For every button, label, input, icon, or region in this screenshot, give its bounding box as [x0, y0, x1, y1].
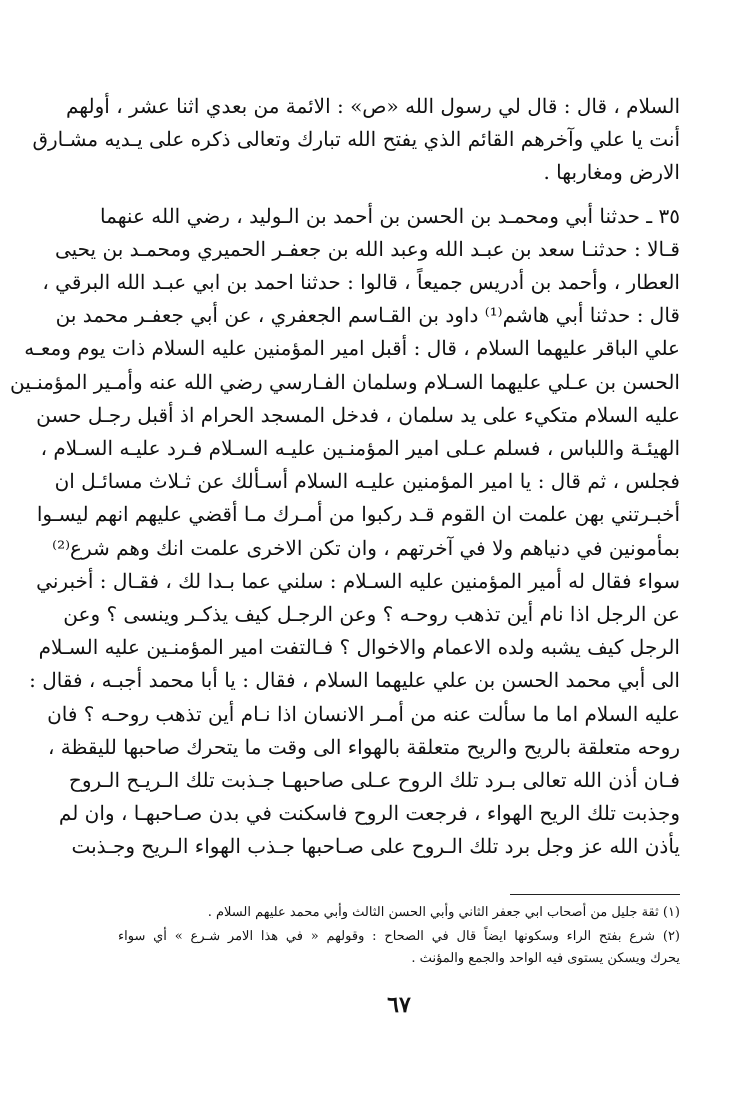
body-line-10: عليه السلام متكيء على يد سلمان ، فدخل المسجد الحرام اذ أقبل رجـل حسن — [36, 402, 680, 427]
footnote-2: (٢) شرع بفتح الراء وسكونها ايضاً قال في الصحاح : وقولهم « في هذا الامر شـرع » أي سواء — [118, 929, 680, 944]
body-line-13: أخبـرتني بهن علمت ان القوم قـد ركبوا من أمـرك مـا أقضي عليهم انهم ليسـوا — [36, 502, 680, 527]
body-line-6: العطار ، وأحمد بن أدريس جميعاً ، قالوا : حدثنا احمد بن ابي عبـد الله البرقي ، — [42, 270, 680, 294]
body-line-22: وجذبت تلك الريح الهواء ، فرجعت الروح فاسكنت في بدن صـاحبهـا ، وان لم — [58, 801, 680, 826]
footnote-divider — [510, 894, 680, 895]
body-line-1: السلام ، قال : قال لي رسول الله «ص» : الائمة من بعدي اثنا عشر ، أولهم — [66, 94, 680, 118]
body-line-12: فجلس ، ثم قال : يا امير المؤمنين عليـه السلام أسـألك عن ثـلاث مسائـل ان — [54, 469, 680, 494]
body-line-5: قـالا : حدثنـا سعد بن عبـد الله وعبد الله بن جعفـر الحميري ومحمـد بن يحيى — [54, 236, 680, 261]
body-line-19: عليه السلام اما ما سألت عنه من أمـر الانسان اذا نـام أين تذهب روحـه ؟ فان — [47, 701, 680, 726]
book-page — [9, 90, 680, 1080]
body-line-18: الى أبي محمد الحسن بن علي عليهما السلام ، فقال : يا أبا محمد أجبـه ، فقال : — [29, 668, 680, 693]
footnote-1: (١) ثقة جليل من أصحاب ابي جعفر الثاني وأبي الحسن الثالث وأبي محمد عليهم السلام . — [207, 905, 680, 920]
body-line-14: بمأمونين في دنياهم ولا في آخرتهم ، وان تكن الاخرى علمت انك وهم شرع⁽²⁾ — [52, 535, 680, 560]
body-line-7: قال : حدثنا أبي هاشم⁽¹⁾ داود بن القـاسم الجعفري ، عن أبي جعفـر محمد بن — [55, 303, 680, 328]
body-line-9: الحسن بن عـلي عليهما السـلام وسلمان الفـارسي رضي الله عنه وأمـير المؤمنـين — [9, 369, 680, 394]
body-line-15: سواء فقال له أمير المؤمنين عليه السـلام : سلني عما بـدا لك ، فقـال : أخبرني — [36, 568, 680, 593]
body-line-8: علي الباقر عليهما السلام ، قال : أقبل امير المؤمنين عليه السلام ذات يوم ومعـه — [24, 336, 680, 361]
body-line-2: أنت يا علي وآخرهم القائم الذي يفتح الله تبارك وتعالى ذكره على يـديه مشـارق — [32, 127, 680, 152]
body-line-11: الهيئـة واللباس ، فسلم عـلى امير المؤمنـين عليـه السـلام فـرد عليـه السـلام ، — [40, 436, 680, 460]
body-line-16: عن الرجل اذا نام أين تذهب روحـه ؟ وعن الرجـل كيف يذكـر وينسى ؟ وعن — [63, 602, 680, 626]
body-line-21: فـان أذن الله تعالى بـرد تلك الروح عـلى صاحبهـا جـذبت تلك الـريـح الـروح — [68, 768, 680, 792]
body-line-20: روحه متعلقة بالريح والريح متعلقة بالهواء الى وقت ما يتحرك صاحبها لليقظة ، — [47, 734, 680, 759]
page-number: ٦٧ — [387, 992, 411, 1018]
footnote-2-continued: يحرك ويسكن يستوى فيه الواحد والجمع والمؤنث . — [411, 951, 680, 966]
body-line-17: الرجل كيف يشبه ولده الاعمام والاخوال ؟ فـالتفت امير المؤمنـين عليه السـلام — [38, 635, 680, 660]
body-line-3: الارض ومغاربها . — [543, 160, 680, 185]
body-line-23: يأذن الله عز وجل برد تلك الـروح على صـاحبها جـذب الهواء الـريح وجـذبت — [71, 834, 680, 859]
body-line-4: ٣٥ ـ حدثنا أبي ومحمـد بن الحسن بن أحمد بن الـوليد ، رضي الله عنهما — [100, 203, 680, 228]
